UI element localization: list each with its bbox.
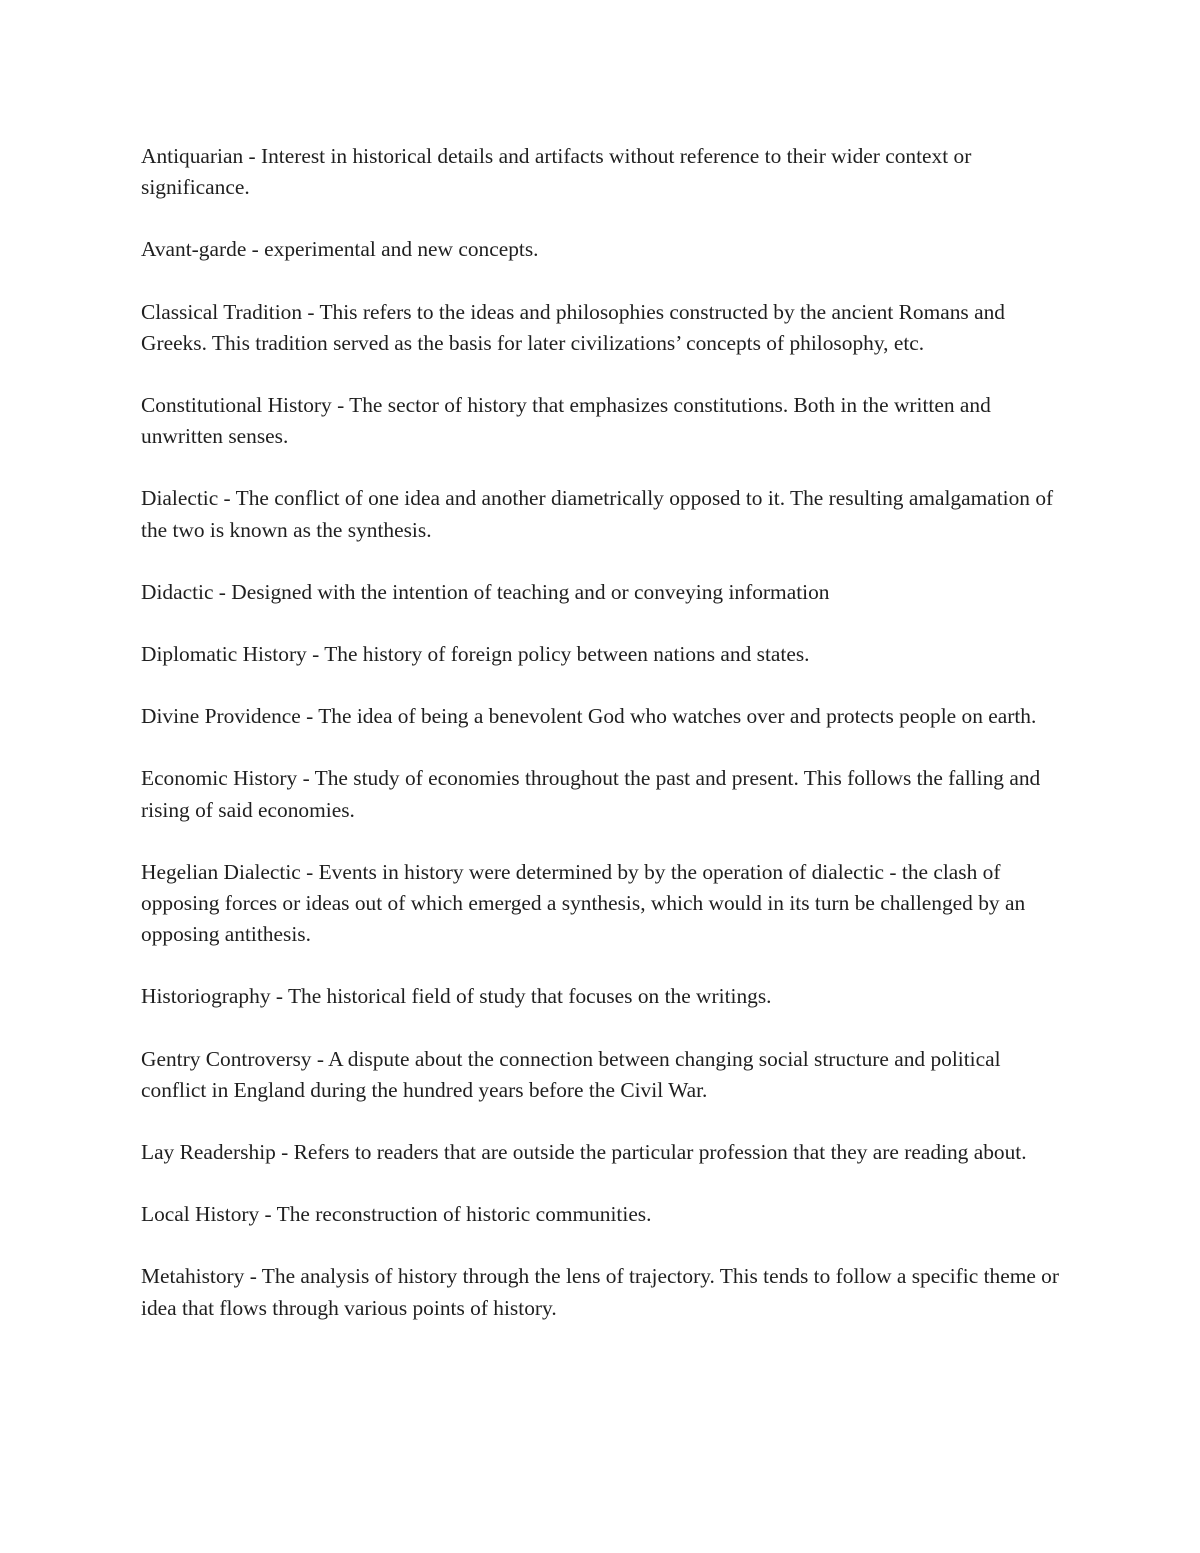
glossary-entry-hegelian-dialectic: Hegelian Dialectic - Events in history were determined by by the operation of dialectic - the clash of opposing forces or ideas out of which emerged a synthesis, which would in its turn be challenged by an opposing antithesis. (141, 859, 1026, 947)
glossary-entry-didactic: Didactic - Designed with the intention of teaching and or conveying information (141, 579, 830, 604)
glossary-list (141, 141, 1061, 1355)
glossary-entry-dialectic: Dialectic - The conflict of one idea and another diametrically opposed to it. The resulting amalgamation of the two is known as the synthesis. (141, 486, 1054, 542)
glossary-entry-classical-tradition: Classical Tradition - This refers to the ideas and philosophies constructed by the ancient Romans and Greeks. This tradition served as the basis for later civilizations’ concepts of philosophy, etc. (141, 299, 1005, 355)
glossary-entry-historiography: Historiography - The historical field of study that focuses on the writings. (141, 984, 772, 1009)
glossary-entry-diplomatic-history: Diplomatic History - The history of foreign policy between nations and states. (141, 642, 810, 667)
glossary-entry-metahistory: Metahistory - The analysis of history through the lens of trajectory. This tends to follow a specific theme or idea that flows through various points of history. (141, 1264, 1059, 1320)
glossary-entry-divine-providence: Divine Providence - The idea of being a benevolent God who watches over and protects people on earth. (141, 704, 1037, 729)
glossary-entry-constitutional-history: Constitutional History - The sector of history that emphasizes constitutions. Both in the written and unwritten senses. (141, 393, 991, 449)
glossary-entry-economic-history: Economic History - The study of economies throughout the past and present. This follows the falling and rising of said economies. (141, 766, 1041, 822)
glossary-entry-gentry-controversy: Gentry Controversy - A dispute about the connection between changing social structure and political conflict in England during the hundred years before the Civil War. (141, 1046, 1001, 1102)
glossary-entry-local-history: Local History - The reconstruction of historic communities. (141, 1202, 652, 1227)
glossary-entry-lay-readership: Lay Readership - Refers to readers that are outside the particular profession that they are reading about. (141, 1140, 1027, 1165)
glossary-entry-avant-garde: Avant-garde - experimental and new concepts. (141, 237, 539, 262)
glossary-entry-antiquarian: Antiquarian - Interest in historical details and artifacts without reference to their wider context or significance. (141, 144, 972, 200)
